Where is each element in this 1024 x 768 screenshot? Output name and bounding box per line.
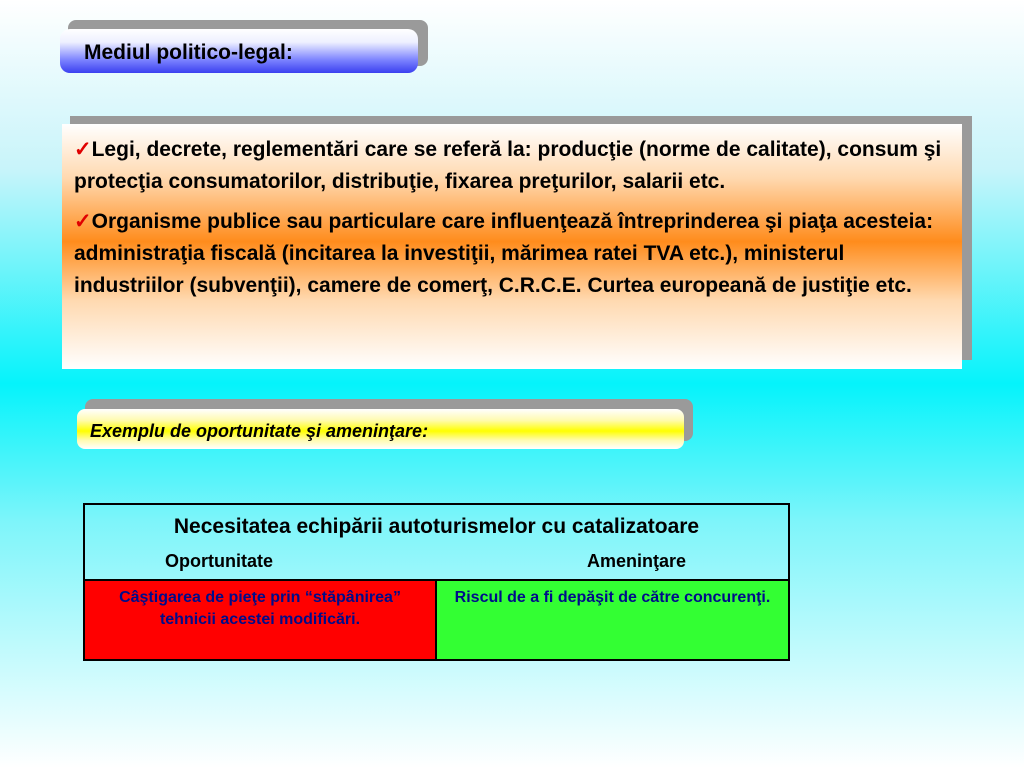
table-header	[85, 505, 788, 581]
example-title: Exemplu de oportunitate şi ameninţare:	[90, 421, 429, 441]
opportunity-threat-table	[83, 503, 790, 661]
bullet-text: Organisme publice sau particulare care influenţează întreprinderea şi piaţa acesteia: administraţia fiscală (incitarea la investiţii, mărimea ratei TVA etc.), ministerul industriilor (subvenţii), camere de comerţ, C.R.C.E. Curtea europeană de justiţie etc.	[74, 210, 934, 297]
table-title: Necesitatea echipării autoturismelor cu catalizatoare	[173, 515, 700, 538]
bullet-item	[74, 206, 948, 302]
checkmark-icon: ✓	[74, 138, 92, 161]
column-opportunity: Oportunitate	[165, 551, 273, 571]
bullet-text: Legi, decrete, reglementări care se referă la: producţie (norme de calitate), consum şi protecţia consumatorilor, distribuţie, fixarea preţurilor, salarii etc.	[74, 138, 942, 193]
threat-cell: Riscul de a fi depăşit de către concurenţi.	[437, 581, 788, 659]
bullet-item	[74, 134, 948, 198]
column-threat: Ameninţare	[587, 551, 687, 571]
title-box	[60, 29, 418, 73]
example-box	[77, 409, 684, 449]
content-box	[62, 124, 962, 369]
opportunity-cell: Câştigarea de pieţe prin “stăpânirea” tehnicii acestei modificări.	[85, 581, 437, 659]
page-title: Mediul politico-legal:	[84, 41, 293, 64]
checkmark-icon: ✓	[74, 210, 92, 233]
